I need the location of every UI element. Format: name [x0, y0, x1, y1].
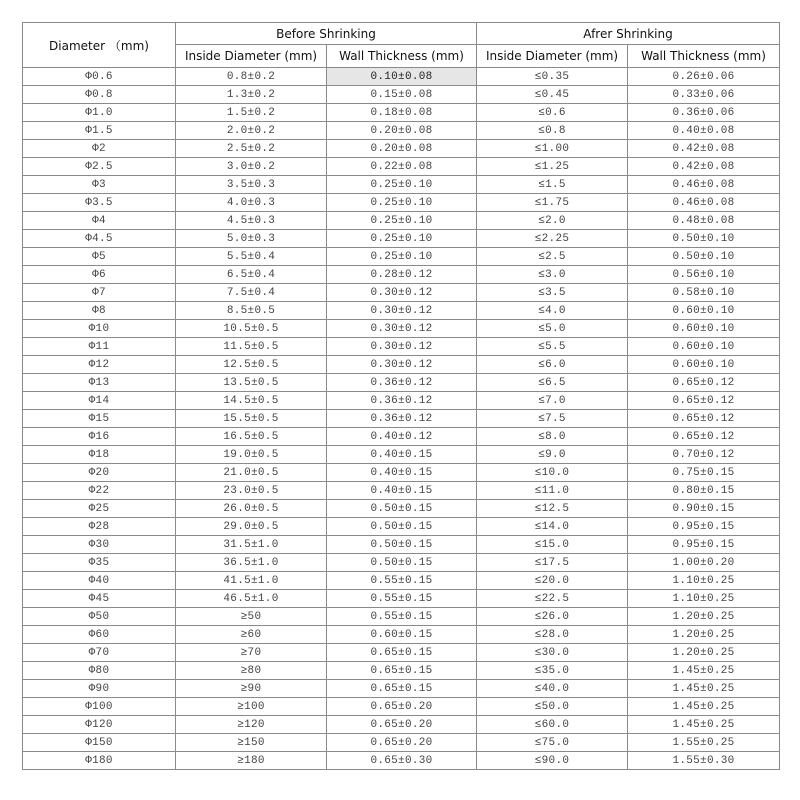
before-wall-thickness-cell: 0.25±0.10	[327, 176, 477, 194]
diameter-cell: Φ180	[23, 752, 176, 770]
diameter-cell: Φ6	[23, 266, 176, 284]
after-wall-thickness-cell: 1.20±0.25	[628, 608, 780, 626]
table-row	[23, 608, 780, 626]
after-wall-thickness-cell: 0.60±0.10	[628, 356, 780, 374]
after-inside-diameter-cell: ≤1.75	[477, 194, 628, 212]
table-row	[23, 428, 780, 446]
after-inside-diameter-cell: ≤7.5	[477, 410, 628, 428]
after-wall-thickness-cell: 0.95±0.15	[628, 518, 780, 536]
table-row	[23, 230, 780, 248]
after-inside-diameter-cell: ≤75.0	[477, 734, 628, 752]
diameter-cell: Φ90	[23, 680, 176, 698]
before-wall-thickness-cell: 0.50±0.15	[327, 554, 477, 572]
after-inside-diameter-cell: ≤3.5	[477, 284, 628, 302]
before-inside-diameter-cell: 4.5±0.3	[176, 212, 327, 230]
before-inside-diameter-cell: 2.0±0.2	[176, 122, 327, 140]
before-inside-diameter-cell: ≥60	[176, 626, 327, 644]
before-inside-diameter-cell: 1.5±0.2	[176, 104, 327, 122]
after-wall-thickness-cell: 0.58±0.10	[628, 284, 780, 302]
after-wall-thickness-cell: 0.46±0.08	[628, 194, 780, 212]
diameter-cell: Φ40	[23, 572, 176, 590]
after-wall-thickness-cell: 0.95±0.15	[628, 536, 780, 554]
after-inside-diameter-cell: ≤12.5	[477, 500, 628, 518]
before-inside-diameter-cell: 3.0±0.2	[176, 158, 327, 176]
before-inside-diameter-cell: 31.5±1.0	[176, 536, 327, 554]
before-wall-thickness-cell: 0.65±0.15	[327, 680, 477, 698]
before-inside-diameter-cell: 13.5±0.5	[176, 374, 327, 392]
before-wall-thickness-cell: 0.20±0.08	[327, 140, 477, 158]
after-inside-diameter-cell: ≤0.6	[477, 104, 628, 122]
table-row	[23, 482, 780, 500]
before-wall-thickness-cell: 0.55±0.15	[327, 572, 477, 590]
after-inside-diameter-cell: ≤2.25	[477, 230, 628, 248]
after-inside-diameter-cell: ≤7.0	[477, 392, 628, 410]
after-inside-diameter-cell: ≤6.0	[477, 356, 628, 374]
table-row	[23, 104, 780, 122]
before-wall-thickness-cell: 0.22±0.08	[327, 158, 477, 176]
table-row	[23, 338, 780, 356]
header-diameter: Diameter （mm)	[23, 23, 176, 68]
before-inside-diameter-cell: 5.0±0.3	[176, 230, 327, 248]
table-row	[23, 320, 780, 338]
before-wall-thickness-cell: 0.65±0.30	[327, 752, 477, 770]
diameter-cell: Φ25	[23, 500, 176, 518]
diameter-cell: Φ50	[23, 608, 176, 626]
after-wall-thickness-cell: 1.10±0.25	[628, 590, 780, 608]
table-row	[23, 644, 780, 662]
after-wall-thickness-cell: 0.40±0.08	[628, 122, 780, 140]
after-wall-thickness-cell: 0.65±0.12	[628, 374, 780, 392]
before-inside-diameter-cell: 21.0±0.5	[176, 464, 327, 482]
table-row	[23, 302, 780, 320]
after-inside-diameter-cell: ≤15.0	[477, 536, 628, 554]
table-row	[23, 572, 780, 590]
diameter-cell: Φ30	[23, 536, 176, 554]
before-inside-diameter-cell: 29.0±0.5	[176, 518, 327, 536]
before-inside-diameter-cell: 5.5±0.4	[176, 248, 327, 266]
header-after-shrinking: Afrer Shrinking	[477, 23, 780, 45]
header-after-inside-diameter: Inside Diameter (mm)	[477, 45, 628, 68]
before-inside-diameter-cell: ≥150	[176, 734, 327, 752]
diameter-cell: Φ70	[23, 644, 176, 662]
after-inside-diameter-cell: ≤60.0	[477, 716, 628, 734]
table-row	[23, 266, 780, 284]
diameter-cell: Φ16	[23, 428, 176, 446]
before-inside-diameter-cell: 1.3±0.2	[176, 86, 327, 104]
before-inside-diameter-cell: 8.5±0.5	[176, 302, 327, 320]
after-inside-diameter-cell: ≤5.0	[477, 320, 628, 338]
after-wall-thickness-cell: 0.80±0.15	[628, 482, 780, 500]
diameter-cell: Φ35	[23, 554, 176, 572]
table-row	[23, 410, 780, 428]
diameter-cell: Φ120	[23, 716, 176, 734]
before-inside-diameter-cell: 36.5±1.0	[176, 554, 327, 572]
after-wall-thickness-cell: 0.90±0.15	[628, 500, 780, 518]
before-wall-thickness-cell: 0.18±0.08	[327, 104, 477, 122]
diameter-cell: Φ150	[23, 734, 176, 752]
table-row	[23, 518, 780, 536]
after-inside-diameter-cell: ≤0.45	[477, 86, 628, 104]
after-wall-thickness-cell: 1.45±0.25	[628, 680, 780, 698]
after-wall-thickness-cell: 1.45±0.25	[628, 698, 780, 716]
before-inside-diameter-cell: 7.5±0.4	[176, 284, 327, 302]
table-row	[23, 500, 780, 518]
after-inside-diameter-cell: ≤10.0	[477, 464, 628, 482]
before-inside-diameter-cell: ≥80	[176, 662, 327, 680]
table-row	[23, 464, 780, 482]
before-inside-diameter-cell: 11.5±0.5	[176, 338, 327, 356]
after-inside-diameter-cell: ≤2.0	[477, 212, 628, 230]
after-wall-thickness-cell: 0.70±0.12	[628, 446, 780, 464]
table-row	[23, 140, 780, 158]
after-inside-diameter-cell: ≤14.0	[477, 518, 628, 536]
diameter-cell: Φ0.6	[23, 68, 176, 86]
after-wall-thickness-cell: 0.65±0.12	[628, 410, 780, 428]
table-row	[23, 212, 780, 230]
table-row	[23, 734, 780, 752]
diameter-cell: Φ80	[23, 662, 176, 680]
before-wall-thickness-cell: 0.40±0.15	[327, 446, 477, 464]
after-inside-diameter-cell: ≤3.0	[477, 266, 628, 284]
diameter-cell: Φ45	[23, 590, 176, 608]
diameter-cell: Φ5	[23, 248, 176, 266]
diameter-cell: Φ60	[23, 626, 176, 644]
diameter-cell: Φ100	[23, 698, 176, 716]
diameter-cell: Φ2.5	[23, 158, 176, 176]
before-wall-thickness-cell: 0.40±0.15	[327, 482, 477, 500]
after-wall-thickness-cell: 0.46±0.08	[628, 176, 780, 194]
table-row	[23, 68, 780, 86]
before-wall-thickness-cell: 0.25±0.10	[327, 194, 477, 212]
table-row	[23, 194, 780, 212]
before-wall-thickness-cell: 0.30±0.12	[327, 302, 477, 320]
diameter-cell: Φ14	[23, 392, 176, 410]
diameter-cell: Φ18	[23, 446, 176, 464]
header-before-wall-thickness: Wall Thickness (mm)	[327, 45, 477, 68]
diameter-cell: Φ11	[23, 338, 176, 356]
table-row	[23, 176, 780, 194]
before-wall-thickness-cell: 0.36±0.12	[327, 392, 477, 410]
after-wall-thickness-cell: 0.36±0.06	[628, 104, 780, 122]
after-inside-diameter-cell: ≤1.00	[477, 140, 628, 158]
before-inside-diameter-cell: 3.5±0.3	[176, 176, 327, 194]
diameter-cell: Φ0.8	[23, 86, 176, 104]
after-inside-diameter-cell: ≤0.35	[477, 68, 628, 86]
before-wall-thickness-cell: 0.36±0.12	[327, 410, 477, 428]
table-row	[23, 158, 780, 176]
after-wall-thickness-cell: 0.48±0.08	[628, 212, 780, 230]
before-wall-thickness-cell: 0.25±0.10	[327, 212, 477, 230]
before-wall-thickness-cell: 0.25±0.10	[327, 248, 477, 266]
after-inside-diameter-cell: ≤28.0	[477, 626, 628, 644]
before-inside-diameter-cell: 14.5±0.5	[176, 392, 327, 410]
after-wall-thickness-cell: 0.26±0.06	[628, 68, 780, 86]
diameter-cell: Φ20	[23, 464, 176, 482]
diameter-cell: Φ4.5	[23, 230, 176, 248]
table-row	[23, 446, 780, 464]
before-inside-diameter-cell: 19.0±0.5	[176, 446, 327, 464]
after-wall-thickness-cell: 1.20±0.25	[628, 644, 780, 662]
before-inside-diameter-cell: ≥70	[176, 644, 327, 662]
before-wall-thickness-cell: 0.40±0.15	[327, 464, 477, 482]
before-inside-diameter-cell: 12.5±0.5	[176, 356, 327, 374]
after-wall-thickness-cell: 0.65±0.12	[628, 392, 780, 410]
diameter-cell: Φ2	[23, 140, 176, 158]
header-before-inside-diameter: Inside Diameter (mm)	[176, 45, 327, 68]
shrink-tube-spec-table	[22, 22, 780, 770]
diameter-cell: Φ10	[23, 320, 176, 338]
after-wall-thickness-cell: 1.55±0.30	[628, 752, 780, 770]
after-wall-thickness-cell: 1.00±0.20	[628, 554, 780, 572]
before-wall-thickness-cell: 0.50±0.15	[327, 536, 477, 554]
after-inside-diameter-cell: ≤9.0	[477, 446, 628, 464]
after-inside-diameter-cell: ≤6.5	[477, 374, 628, 392]
after-inside-diameter-cell: ≤11.0	[477, 482, 628, 500]
after-wall-thickness-cell: 0.65±0.12	[628, 428, 780, 446]
diameter-cell: Φ15	[23, 410, 176, 428]
after-inside-diameter-cell: ≤5.5	[477, 338, 628, 356]
after-inside-diameter-cell: ≤35.0	[477, 662, 628, 680]
diameter-cell: Φ12	[23, 356, 176, 374]
table-body	[23, 68, 780, 770]
after-wall-thickness-cell: 1.10±0.25	[628, 572, 780, 590]
after-wall-thickness-cell: 0.42±0.08	[628, 140, 780, 158]
diameter-cell: Φ22	[23, 482, 176, 500]
diameter-cell: Φ13	[23, 374, 176, 392]
after-wall-thickness-cell: 0.60±0.10	[628, 338, 780, 356]
after-wall-thickness-cell: 1.55±0.25	[628, 734, 780, 752]
after-inside-diameter-cell: ≤1.5	[477, 176, 628, 194]
diameter-cell: Φ8	[23, 302, 176, 320]
table-row	[23, 626, 780, 644]
before-wall-thickness-cell[interactable]: 0.10±0.08	[327, 68, 477, 86]
table-row	[23, 284, 780, 302]
after-inside-diameter-cell: ≤50.0	[477, 698, 628, 716]
table-row	[23, 86, 780, 104]
before-inside-diameter-cell: 2.5±0.2	[176, 140, 327, 158]
header-after-wall-thickness: Wall Thickness (mm)	[628, 45, 780, 68]
after-wall-thickness-cell: 1.45±0.25	[628, 662, 780, 680]
before-wall-thickness-cell: 0.40±0.12	[327, 428, 477, 446]
before-wall-thickness-cell: 0.30±0.12	[327, 356, 477, 374]
diameter-cell: Φ28	[23, 518, 176, 536]
after-wall-thickness-cell: 0.50±0.10	[628, 230, 780, 248]
table-row	[23, 536, 780, 554]
before-inside-diameter-cell: 26.0±0.5	[176, 500, 327, 518]
before-wall-thickness-cell: 0.50±0.15	[327, 500, 477, 518]
before-inside-diameter-cell: 41.5±1.0	[176, 572, 327, 590]
table-row	[23, 662, 780, 680]
before-wall-thickness-cell: 0.65±0.20	[327, 734, 477, 752]
after-inside-diameter-cell: ≤0.8	[477, 122, 628, 140]
after-inside-diameter-cell: ≤90.0	[477, 752, 628, 770]
table-row	[23, 554, 780, 572]
after-wall-thickness-cell: 0.60±0.10	[628, 302, 780, 320]
after-inside-diameter-cell: ≤20.0	[477, 572, 628, 590]
after-wall-thickness-cell: 0.75±0.15	[628, 464, 780, 482]
after-inside-diameter-cell: ≤2.5	[477, 248, 628, 266]
table-row	[23, 752, 780, 770]
after-wall-thickness-cell: 1.20±0.25	[628, 626, 780, 644]
before-wall-thickness-cell: 0.65±0.20	[327, 698, 477, 716]
before-inside-diameter-cell: 10.5±0.5	[176, 320, 327, 338]
table-row	[23, 374, 780, 392]
before-inside-diameter-cell: 16.5±0.5	[176, 428, 327, 446]
diameter-cell: Φ4	[23, 212, 176, 230]
before-inside-diameter-cell: 15.5±0.5	[176, 410, 327, 428]
before-inside-diameter-cell: 6.5±0.4	[176, 266, 327, 284]
before-inside-diameter-cell: 4.0±0.3	[176, 194, 327, 212]
before-wall-thickness-cell: 0.65±0.20	[327, 716, 477, 734]
before-wall-thickness-cell: 0.25±0.10	[327, 230, 477, 248]
before-wall-thickness-cell: 0.28±0.12	[327, 266, 477, 284]
table-row	[23, 248, 780, 266]
after-wall-thickness-cell: 0.60±0.10	[628, 320, 780, 338]
before-wall-thickness-cell: 0.30±0.12	[327, 284, 477, 302]
after-wall-thickness-cell: 0.50±0.10	[628, 248, 780, 266]
before-inside-diameter-cell: ≥180	[176, 752, 327, 770]
table-row	[23, 590, 780, 608]
table-row	[23, 122, 780, 140]
table-row	[23, 356, 780, 374]
before-wall-thickness-cell: 0.36±0.12	[327, 374, 477, 392]
after-inside-diameter-cell: ≤40.0	[477, 680, 628, 698]
before-wall-thickness-cell: 0.30±0.12	[327, 338, 477, 356]
diameter-cell: Φ3	[23, 176, 176, 194]
before-inside-diameter-cell: 23.0±0.5	[176, 482, 327, 500]
after-wall-thickness-cell: 1.45±0.25	[628, 716, 780, 734]
after-wall-thickness-cell: 0.33±0.06	[628, 86, 780, 104]
before-inside-diameter-cell: ≥100	[176, 698, 327, 716]
table-row	[23, 716, 780, 734]
before-wall-thickness-cell: 0.65±0.15	[327, 644, 477, 662]
before-wall-thickness-cell: 0.60±0.15	[327, 626, 477, 644]
after-inside-diameter-cell: ≤8.0	[477, 428, 628, 446]
header-before-shrinking: Before Shrinking	[176, 23, 477, 45]
before-inside-diameter-cell: 46.5±1.0	[176, 590, 327, 608]
after-wall-thickness-cell: 0.56±0.10	[628, 266, 780, 284]
before-inside-diameter-cell: 0.8±0.2	[176, 68, 327, 86]
after-wall-thickness-cell: 0.42±0.08	[628, 158, 780, 176]
before-wall-thickness-cell: 0.50±0.15	[327, 518, 477, 536]
after-inside-diameter-cell: ≤4.0	[477, 302, 628, 320]
before-inside-diameter-cell: ≥120	[176, 716, 327, 734]
before-wall-thickness-cell: 0.30±0.12	[327, 320, 477, 338]
after-inside-diameter-cell: ≤1.25	[477, 158, 628, 176]
after-inside-diameter-cell: ≤17.5	[477, 554, 628, 572]
before-wall-thickness-cell: 0.20±0.08	[327, 122, 477, 140]
diameter-cell: Φ1.0	[23, 104, 176, 122]
diameter-cell: Φ7	[23, 284, 176, 302]
before-inside-diameter-cell: ≥90	[176, 680, 327, 698]
after-inside-diameter-cell: ≤26.0	[477, 608, 628, 626]
diameter-cell: Φ1.5	[23, 122, 176, 140]
table-row	[23, 392, 780, 410]
before-wall-thickness-cell: 0.55±0.15	[327, 608, 477, 626]
before-inside-diameter-cell: ≥50	[176, 608, 327, 626]
before-wall-thickness-cell: 0.55±0.15	[327, 590, 477, 608]
before-wall-thickness-cell: 0.65±0.15	[327, 662, 477, 680]
before-wall-thickness-cell: 0.15±0.08	[327, 86, 477, 104]
after-inside-diameter-cell: ≤30.0	[477, 644, 628, 662]
after-inside-diameter-cell: ≤22.5	[477, 590, 628, 608]
table-row	[23, 680, 780, 698]
table-row	[23, 698, 780, 716]
diameter-cell: Φ3.5	[23, 194, 176, 212]
